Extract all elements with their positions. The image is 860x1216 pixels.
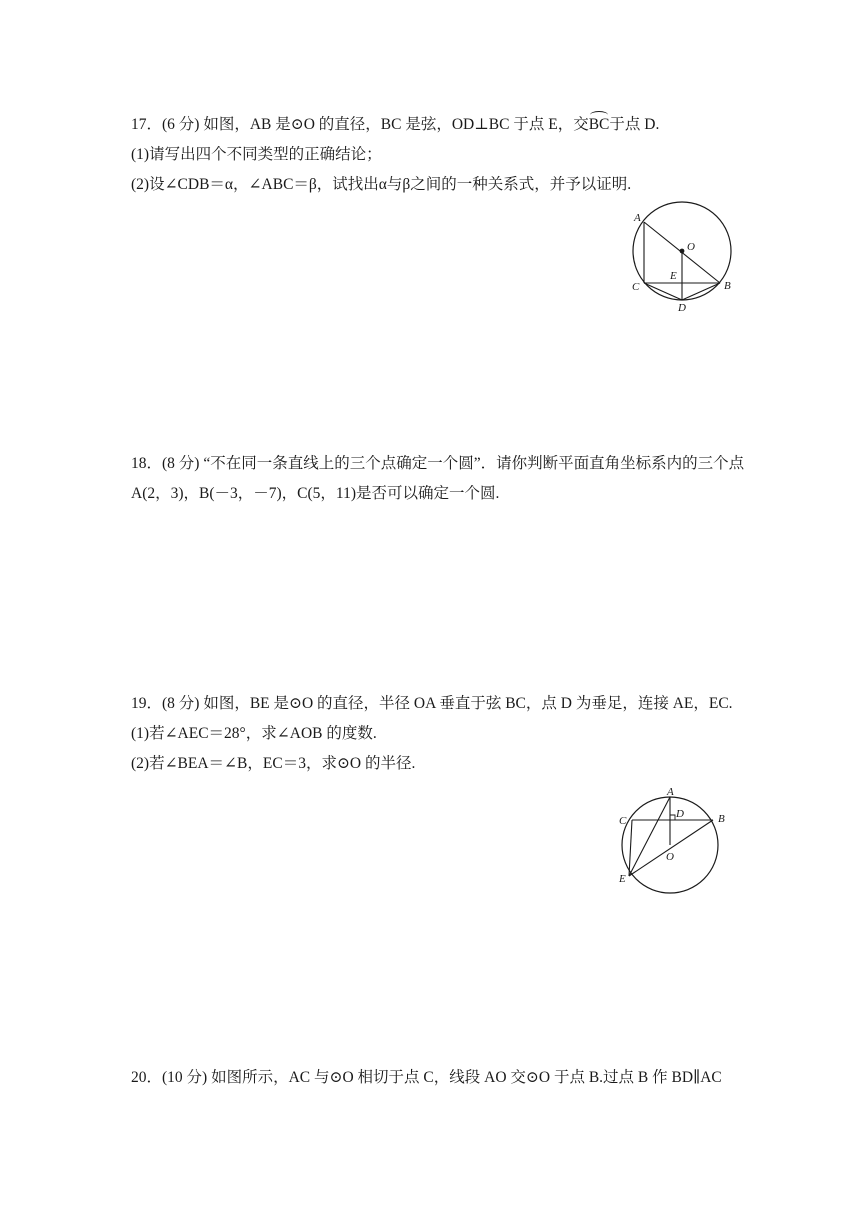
q17-figure xyxy=(620,205,750,315)
q19-label-o: O xyxy=(666,851,674,863)
q19-part2: (2)若∠BEA＝∠B，EC＝3，求⊙O 的半径. xyxy=(131,755,416,772)
q19-segment-ec xyxy=(629,820,632,876)
q19-label-b: B xyxy=(718,813,725,825)
q17-part1: (1)请写出四个不同类型的正确结论； xyxy=(131,146,382,163)
q19-part1: (1)若∠AEC＝28°，求∠AOB 的度数. xyxy=(131,725,377,742)
q17-stem-prefix: 17．(6 分) 如图，AB 是⊙O 的直径，BC 是弦，OD⊥BC 于点 E，交 xyxy=(131,116,589,133)
q17-center-dot xyxy=(680,249,685,254)
q18-line1: 18．(8 分) “不在同一条直线上的三个点确定一个圆”．请你判断平面直角坐标系内的三个点 xyxy=(131,455,745,472)
q17-stem-suffix: 于点 D. xyxy=(609,116,660,133)
q20-stem: 20．(10 分) 如图所示，AC 与⊙O 相切于点 C，线段 AO 交⊙O 于点 B.过点 B 作 BD∥AC xyxy=(131,1069,722,1086)
q17-label-a: A xyxy=(634,212,641,224)
q18-line2: A(2，3)，B(－3，－7)，C(5，11)是否可以确定一个圆. xyxy=(131,485,500,502)
q19-figure xyxy=(610,780,740,900)
q19-diameter-be xyxy=(629,820,713,876)
q17-arc-bc: BC xyxy=(588,116,610,133)
q17-label-c: C xyxy=(632,281,640,293)
q17-segment-cd xyxy=(644,283,682,300)
q19-label-c: C xyxy=(619,815,627,827)
q17-part2: (2)设∠CDB＝α，∠ABC＝β，试找出α与β之间的一种关系式，并予以证明. xyxy=(131,176,632,193)
q19-label-a: A xyxy=(667,786,674,798)
q19-label-e: E xyxy=(619,873,626,885)
q17-stem xyxy=(131,115,659,135)
q17-label-e: E xyxy=(670,270,677,282)
q17-label-o: O xyxy=(687,241,695,253)
q17-label-b: B xyxy=(724,280,731,292)
q19-stem: 19．(8 分) 如图，BE 是⊙O 的直径，半径 OA 垂直于弦 BC，点 D 为垂足，连接 AE，EC. xyxy=(131,695,733,712)
q19-segment-ae xyxy=(629,797,670,876)
q17-label-d: D xyxy=(678,302,686,314)
q19-right-angle-mark xyxy=(670,815,675,820)
q17-segment-db xyxy=(682,283,720,300)
q19-label-d: D xyxy=(676,808,684,820)
